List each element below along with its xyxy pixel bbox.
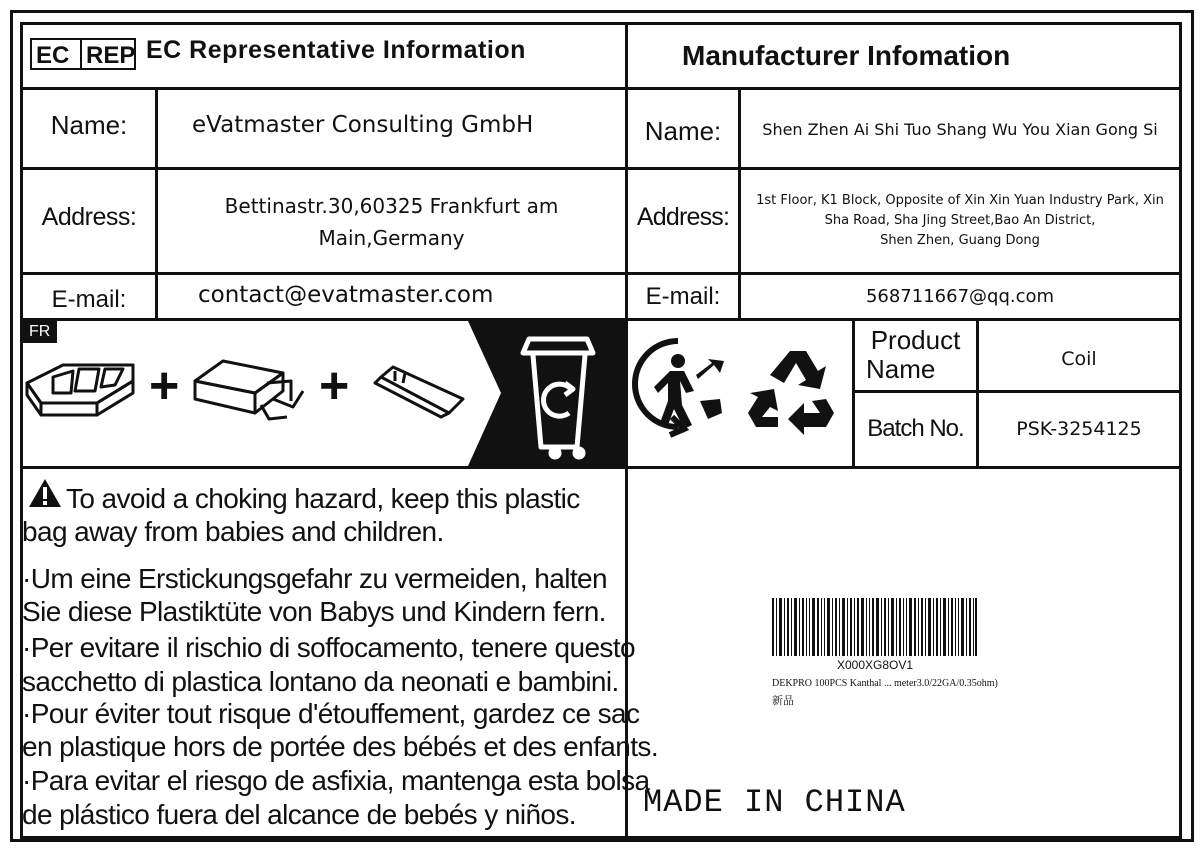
mfr-email-value: 568711667@qq.com bbox=[865, 286, 1055, 307]
product-name-label-2: Name bbox=[866, 354, 936, 384]
ec-email-value: contact@evatmaster.com bbox=[198, 282, 494, 308]
warning-de-line1: ·Um eine Erstickungsgefahr zu vermeiden, halten bbox=[22, 563, 607, 594]
warning-en-line2: bag away from babies and children. bbox=[22, 516, 444, 547]
mfr-name-label: Name: bbox=[644, 116, 722, 146]
warning-it-line1: ·Per evitare il rischio di soffocamento, tenere questo bbox=[22, 632, 635, 663]
batch-value: PSK-3254125 bbox=[1016, 418, 1142, 440]
product-name-value: Coil bbox=[1061, 348, 1097, 370]
warning-icon bbox=[28, 478, 62, 508]
mfr-address-label: Address: bbox=[636, 203, 730, 231]
mfr-address-line2: Sha Road, Sha Jing Street,Bao An District, bbox=[824, 213, 1096, 228]
right-rule bbox=[1179, 22, 1182, 839]
batch-label: Batch No. bbox=[867, 415, 964, 442]
ec-name-value: eVatmaster Consulting GmbH bbox=[192, 112, 534, 138]
address-rule bbox=[20, 272, 1182, 275]
triman-recycling-graphic bbox=[23, 321, 625, 466]
mfr-name-value: Shen Zhen Ai Shi Tuo Shang Wu You Xian Gong Si bbox=[762, 120, 1158, 139]
rep-badge-text: REP bbox=[86, 42, 136, 69]
manufacturer-heading: Manufacturer Infomation bbox=[682, 40, 1011, 71]
fr-badge: FR bbox=[23, 321, 57, 343]
plus-sign-2: + bbox=[319, 357, 350, 415]
product-row-rule bbox=[855, 390, 1182, 393]
recycling-symbols bbox=[628, 321, 852, 466]
box-icon bbox=[195, 361, 303, 419]
product-mid-rule bbox=[976, 318, 979, 468]
tray-icon bbox=[27, 365, 133, 415]
mfr-address-line1: 1st Floor, K1 Block, Opposite of Xin Xin Yuan Industry Park, Xin bbox=[756, 193, 1164, 208]
top-rule bbox=[20, 22, 1182, 25]
warning-it-line2: sacchetto di plastica lontano da neonati e bambini. bbox=[22, 666, 619, 697]
warning-es-line1: ·Para evitar el riesgo de asfixia, mantenga esta bolsa bbox=[22, 765, 650, 796]
ec-rep-badge bbox=[30, 38, 136, 70]
ec-address-line2: Main,Germany bbox=[318, 226, 465, 250]
warning-fr-line2: en plastique hors de portée des bébés et des enfants. bbox=[22, 731, 659, 762]
person-icon bbox=[654, 354, 724, 429]
bottom-rule bbox=[20, 836, 1182, 839]
recycle-icon bbox=[748, 351, 834, 435]
warning-de-line2: Sie diese Plastiktüte von Babys und Kindern fern. bbox=[22, 596, 606, 627]
ec-address-line1: Bettinastr.30,60325 Frankfurt am bbox=[224, 194, 559, 218]
plus-sign-1: + bbox=[149, 357, 180, 415]
barcode-description: DEKPRO 100PCS Kanthal ... meter3.0/22GA/0.35ohm) bbox=[772, 678, 998, 689]
warning-fr-line1: ·Pour éviter tout risque d'étouffement, gardez ce sac bbox=[22, 698, 640, 729]
icons-rule bbox=[20, 466, 1182, 469]
mfr-address-line3: Shen Zhen, Guang Dong bbox=[880, 233, 1040, 248]
product-name-label-1: Product bbox=[870, 325, 961, 355]
warning-en-line1: To avoid a choking hazard, keep this plastic bbox=[66, 483, 580, 514]
barcode bbox=[772, 598, 978, 658]
warning-es-line2: de plástico fuera del alcance de bebés y niños. bbox=[22, 799, 576, 830]
header-rule bbox=[20, 87, 1182, 90]
made-in-china: MADE IN CHINA bbox=[643, 784, 906, 821]
ec-heading: EC Representative Information bbox=[146, 36, 526, 64]
ec-name-label: Name: bbox=[50, 110, 128, 140]
mfr-email-label: E-mail: bbox=[645, 283, 721, 310]
name-rule bbox=[20, 167, 1182, 170]
bag-icon bbox=[375, 367, 463, 417]
ec-badge-text: EC bbox=[36, 42, 70, 69]
ec-address-label: Address: bbox=[41, 203, 137, 231]
barcode-code: X000XG8OV1 bbox=[836, 658, 914, 672]
ec-email-label: E-mail: bbox=[51, 286, 127, 313]
barcode-condition: 新品 bbox=[772, 694, 794, 707]
